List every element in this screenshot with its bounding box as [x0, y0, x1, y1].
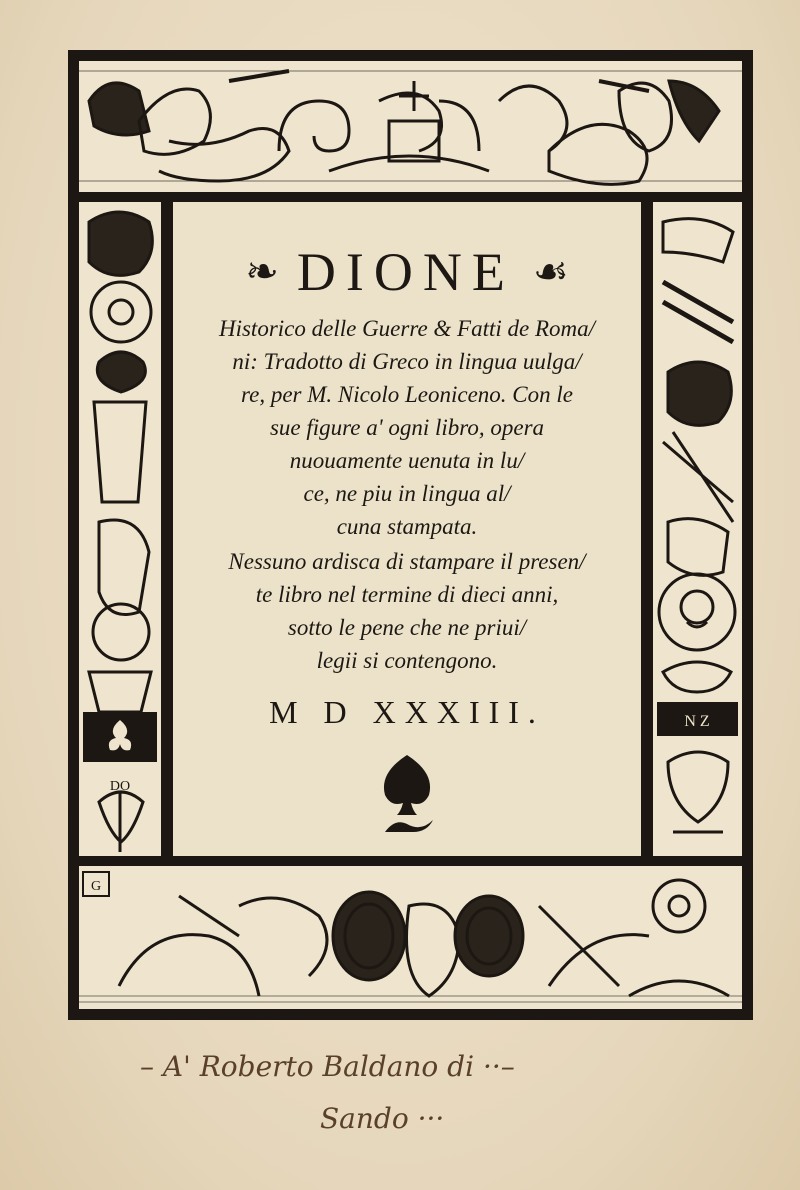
woodcut-border: [68, 50, 753, 1020]
notice-line: te libro nel termine di dieci anni,: [255, 582, 559, 607]
subtitle-line: ce, ne piu in lingua al/: [303, 481, 511, 506]
subtitle-line: ni: Tradotto di Greco in lingua uulga/: [232, 349, 582, 374]
subtitle-block: [187, 312, 627, 543]
bottom-panel-mark: G: [90, 879, 102, 894]
inscription-line-2: Sando ···: [320, 1102, 445, 1135]
notice-line: legii si contengono.: [316, 648, 498, 673]
subtitle-line: cuna stampata.: [336, 514, 478, 539]
left-woodcut-panel: [77, 200, 163, 858]
left-panel-mark: DO: [109, 779, 131, 794]
notice-line: Nessuno ardisca di stampare il presen/: [228, 549, 586, 574]
right-panel-mark: N Z: [684, 713, 710, 730]
title-row: [173, 242, 641, 302]
subtitle-line: nuouamente uenuta in lu/: [289, 448, 525, 473]
book-title: DIONE: [296, 242, 515, 302]
privilege-notice: [187, 545, 627, 677]
notice-line: sotto le pene che ne priui/: [287, 615, 527, 640]
subtitle-line: Historico delle Guerre & Fatti de Roma/: [218, 316, 596, 341]
publication-date: M D XXXIII.: [269, 694, 545, 730]
handwritten-inscription: [120, 1040, 640, 1150]
bottom-woodcut-panel: [77, 864, 744, 1011]
left-fleuron-icon: ❧: [245, 249, 279, 295]
right-woodcut-panel: [651, 200, 744, 858]
heart-leaf-icon: [375, 750, 439, 840]
inscription-line-1: – A' Roberto Baldano di ··–: [140, 1050, 515, 1083]
subtitle-line: sue figure a' ogni libro, opera: [269, 415, 545, 440]
right-fleuron-icon: ☙: [532, 249, 569, 295]
top-woodcut-panel: [77, 59, 744, 194]
subtitle-line: re, per M. Nicolo Leoniceno. Con le: [241, 382, 573, 407]
title-text-panel: [171, 200, 643, 858]
